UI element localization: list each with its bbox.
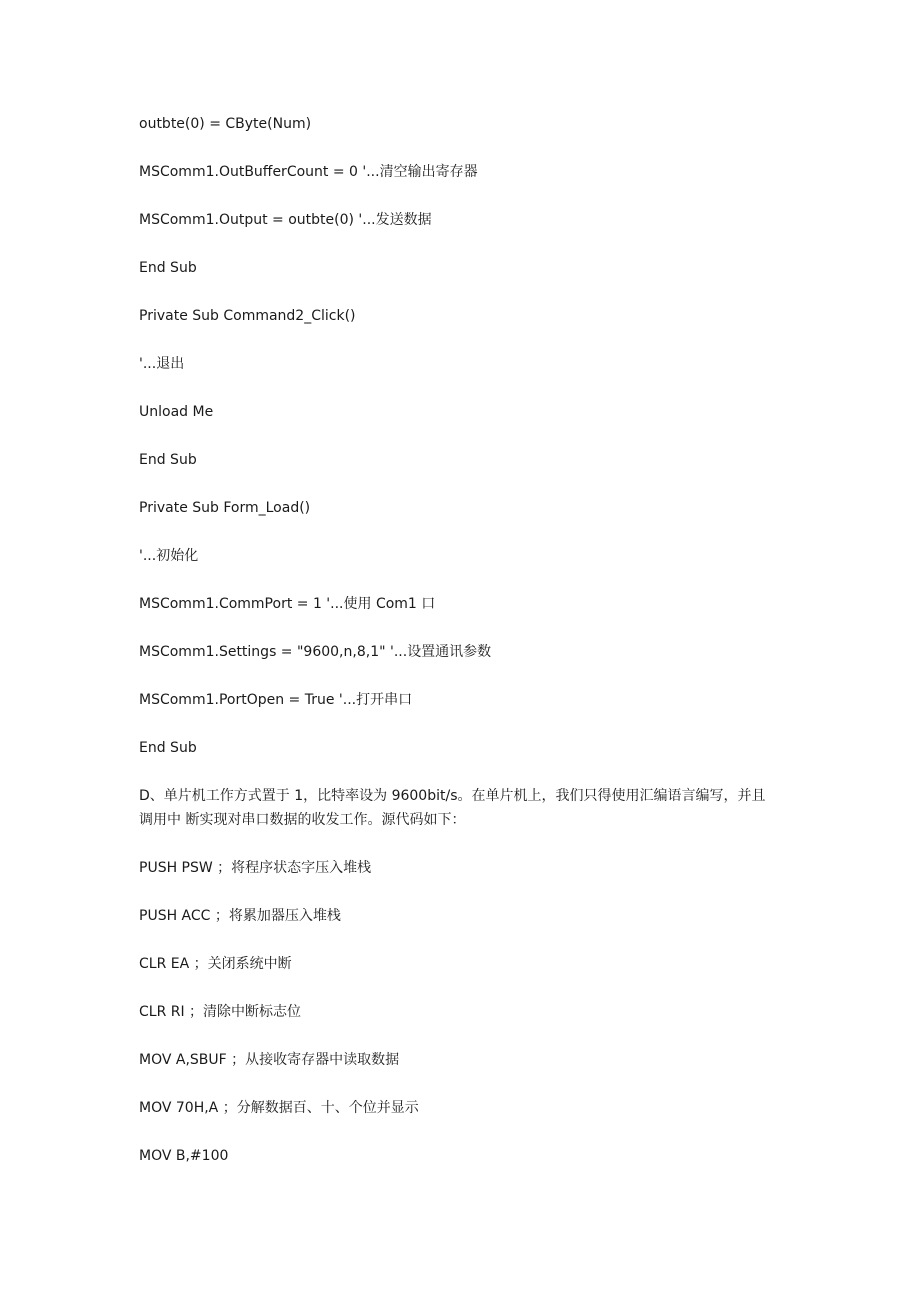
code-line: Private Sub Form_Load() bbox=[139, 500, 311, 516]
code-line: MSComm1.OutBufferCount = 0 '...清空输出寄存器 bbox=[139, 164, 478, 180]
description-paragraph: D、单片机工作方式置于 1，比特率设为 9600bit/s。在单片机上，我们只得使用汇编语言编写，并且调用中 断实现对串口数据的收发工作。源代码如下： bbox=[139, 788, 766, 828]
code-line: End Sub bbox=[139, 452, 197, 468]
code-line: '...初始化 bbox=[139, 548, 199, 564]
code-line: End Sub bbox=[139, 260, 197, 276]
asm-line: PUSH PSW ；将程序状态字压入堆栈 bbox=[139, 860, 372, 876]
asm-line: MOV B,#100 bbox=[139, 1148, 229, 1164]
code-line: outbte(0) = CByte(Num) bbox=[139, 116, 312, 132]
asm-line: CLR EA ；关闭系统中断 bbox=[139, 956, 292, 972]
code-line: MSComm1.CommPort = 1 '...使用 Com1 口 bbox=[139, 596, 436, 612]
document-content bbox=[139, 112, 789, 1192]
asm-line: PUSH ACC ；将累加器压入堆栈 bbox=[139, 908, 341, 924]
code-line: MSComm1.Output = outbte(0) '...发送数据 bbox=[139, 212, 432, 228]
code-line: MSComm1.PortOpen = True '...打开串口 bbox=[139, 692, 413, 708]
asm-line: CLR RI ；清除中断标志位 bbox=[139, 1004, 302, 1020]
code-line: End Sub bbox=[139, 740, 197, 756]
code-line: MSComm1.Settings = "9600,n,8,1" '...设置通讯参数 bbox=[139, 644, 492, 660]
code-line: Unload Me bbox=[139, 404, 214, 420]
code-line: '...退出 bbox=[139, 356, 185, 372]
asm-line: MOV A,SBUF ；从接收寄存器中读取数据 bbox=[139, 1052, 400, 1068]
asm-line: MOV 70H,A ；分解数据百、十、个位并显示 bbox=[139, 1100, 419, 1116]
code-line: Private Sub Command2_Click() bbox=[139, 308, 356, 324]
